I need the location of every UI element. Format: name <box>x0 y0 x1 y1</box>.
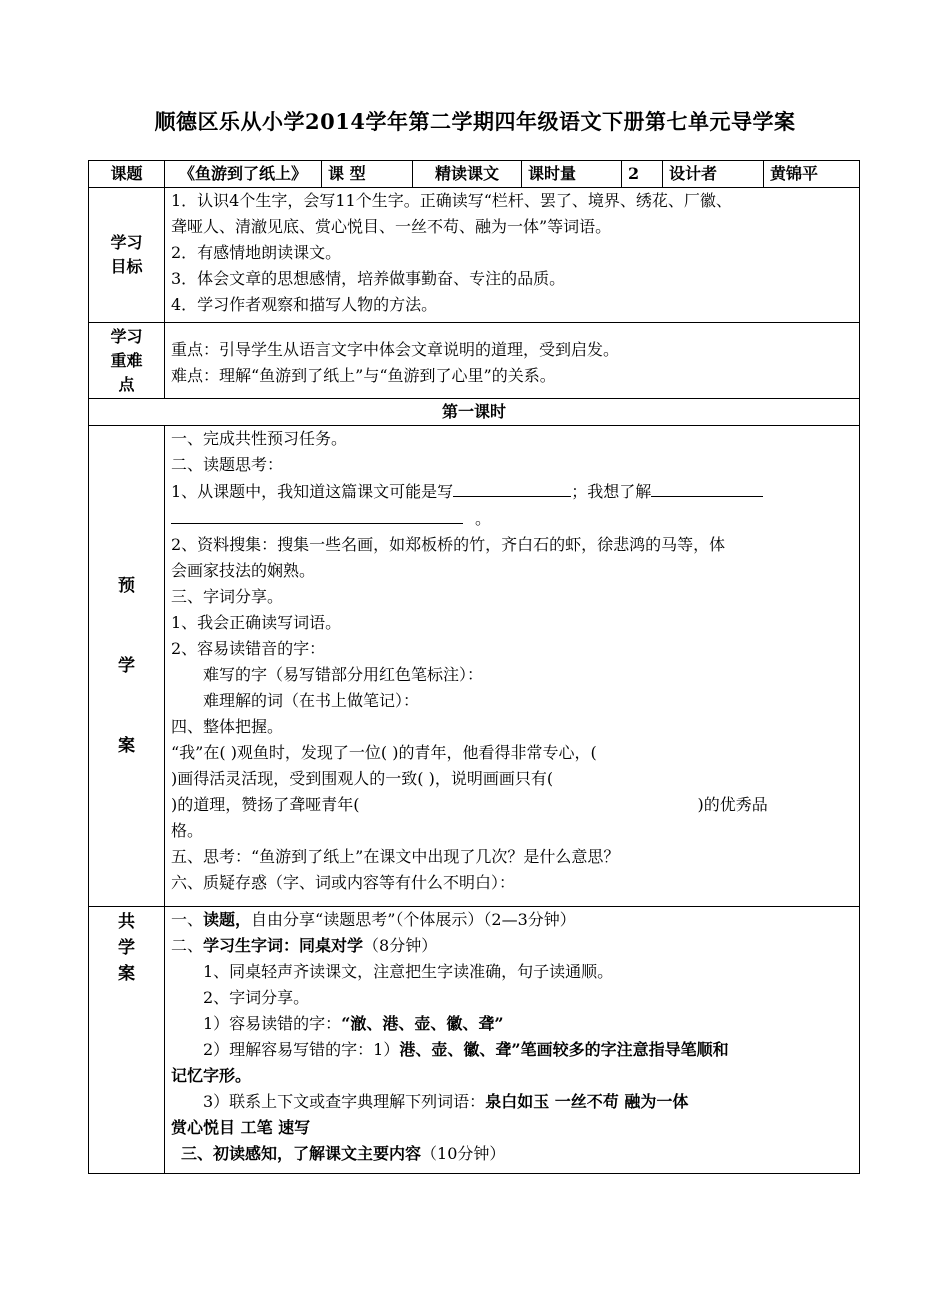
key-label-line: 学习 <box>110 326 143 346</box>
shared-label-char: 案 <box>118 964 135 984</box>
goals-label <box>89 188 165 323</box>
shared-label <box>89 907 165 1174</box>
shared-line <box>171 1037 853 1063</box>
preview-line: 2、容易读错音的字： <box>171 639 326 658</box>
preview-line <box>171 505 853 532</box>
shared-text-bold: 赏心悦目 工笔 速写 <box>171 1118 311 1137</box>
shared-text: 2）理解容易写错的字：1） <box>203 1040 400 1059</box>
preview-text: 。 <box>475 509 492 528</box>
header-course-title: 《鱼游到了纸上》 <box>165 161 322 188</box>
goal-line: 1．认识4个生字，会写11个生字。正确读写“栏杆、罢了、境界、绣花、厂徽、 <box>171 191 732 210</box>
header-type-value: 精读课文 <box>413 161 522 188</box>
goal-line: 4．学习作者观察和描写人物的方法。 <box>171 295 438 314</box>
preview-line: 二、读题思考： <box>171 455 284 474</box>
preview-label-char: 学 <box>118 656 135 676</box>
preview-line: 难写的字（易写错部分用红色笔标注）： <box>203 665 484 684</box>
shared-text: （10分钟） <box>421 1144 506 1163</box>
shared-line <box>171 933 853 959</box>
preview-line: 五、思考：“鱼游到了纸上”在课文中出现了几次？是什么意思？ <box>171 847 620 866</box>
preview-text: 1、从课题中，我知道这篇课文可能是写 <box>171 482 454 501</box>
key-line: 重点：引导学生从语言文字中体会文章说明的道理，受到启发。 <box>171 340 620 359</box>
preview-line: 格。 <box>171 821 204 840</box>
goals-content <box>165 188 860 323</box>
lesson-plan-table <box>88 160 860 1174</box>
key-line: 难点：理解“鱼游到了纸上”与“鱼游到了心里”的关系。 <box>171 366 556 385</box>
header-designer-label: 设计者 <box>663 161 764 188</box>
preview-label-char: 案 <box>118 736 135 756</box>
shared-text-bold: 记忆字形。 <box>171 1066 252 1085</box>
preview-line <box>171 792 853 818</box>
shared-text: 3）联系上下文或查字典理解下列词语： <box>203 1092 486 1111</box>
page-title: 顺德区乐从小学2014学年第二学期四年级语文下册第七单元导学案 <box>154 109 796 134</box>
key-points-content <box>165 323 860 399</box>
shared-text-bold: 三、初读感知，了解课文主要内容 <box>181 1144 422 1163</box>
preview-text: ；我想了解 <box>571 482 652 501</box>
header-row <box>89 161 860 188</box>
shared-content <box>165 907 860 1174</box>
shared-text-bold: 读题， <box>203 910 252 929</box>
shared-line <box>171 1063 853 1089</box>
preview-line: 会画家技法的娴熟。 <box>171 561 316 580</box>
shared-text-bold: 学习生字词：同桌对学 <box>203 936 364 955</box>
goals-label-line: 学习 <box>110 233 143 252</box>
header-hours-value: 2 <box>622 161 663 188</box>
shared-text: 1）容易读错的字： <box>203 1014 342 1033</box>
goal-line: 3．体会文章的思想感情，培养做事勤奋、专注的品质。 <box>171 269 566 288</box>
shared-line <box>171 1115 853 1141</box>
preview-line: 2、资料搜集：搜集一些名画，如郑板桥的竹，齐白石的虾，徐悲鸿的马等，体 <box>171 535 726 554</box>
shared-line <box>171 907 853 933</box>
shared-line <box>171 1141 853 1167</box>
preview-line: 六、质疑存惑（字、词或内容等有什么不明白）： <box>171 873 516 892</box>
preview-row <box>89 426 860 907</box>
shared-text: 一、 <box>171 910 204 929</box>
header-type-label: 课 型 <box>322 161 413 188</box>
shared-text-bold: “澈、港、壶、徽、聋” <box>341 1014 504 1033</box>
shared-label-char: 学 <box>118 938 135 958</box>
shared-line <box>171 1011 853 1037</box>
header-hours-label: 课时量 <box>522 161 622 188</box>
goals-label-line: 目标 <box>110 257 143 276</box>
shared-text-bold: 泉白如玉 一丝不苟 融为一体 <box>485 1092 689 1111</box>
header-course-label: 课题 <box>89 161 165 188</box>
section-row <box>89 399 860 426</box>
preview-content <box>165 426 860 907</box>
key-points-row <box>89 323 860 399</box>
preview-line: )画得活灵活现，受到围观人的一致( )，说明画画只有( <box>171 769 554 788</box>
shared-label-char: 共 <box>118 912 135 932</box>
preview-line: “我”在( )观鱼时，发现了一位( )的青年，他看得非常专心，( <box>171 743 597 762</box>
preview-label <box>89 426 165 907</box>
goal-line: 2．有感情地朗读课文。 <box>171 243 342 262</box>
preview-text: )的道理，赞扬了聋哑青年( <box>171 795 360 814</box>
goals-row <box>89 188 860 323</box>
shared-line: 2、字词分享。 <box>203 988 310 1007</box>
section-title: 第一课时 <box>89 399 860 426</box>
shared-row <box>89 907 860 1174</box>
shared-line <box>171 1089 853 1115</box>
fill-blank[interactable] <box>453 478 571 497</box>
header-designer-value: 黄锦平 <box>764 161 860 188</box>
preview-line <box>171 478 853 505</box>
goal-line: 聋哑人、清澈见底、赏心悦目、一丝不苟、融为一体”等词语。 <box>171 217 612 236</box>
preview-line: 难理解的词（在书上做笔记）： <box>203 691 420 710</box>
preview-line: 三、字词分享。 <box>171 587 284 606</box>
preview-label-char: 预 <box>118 576 135 596</box>
shared-text: 自由分享“读题思考”（个体展示）（2—3分钟） <box>251 910 576 929</box>
preview-line: 四、整体把握。 <box>171 717 284 736</box>
key-label-line: 点 <box>118 374 135 394</box>
preview-line: 1、我会正确读写词语。 <box>171 613 342 632</box>
fill-blank[interactable] <box>651 478 763 497</box>
key-label-line: 重难 <box>110 350 143 370</box>
fill-blank[interactable] <box>171 505 463 524</box>
shared-line: 1、同桌轻声齐读课文，注意把生字读准确，句子读通顺。 <box>203 962 614 981</box>
shared-text-bold: 港、壶、徽、聋”笔画较多的字注意指导笔顺和 <box>399 1040 729 1059</box>
shared-text: 二、 <box>171 936 204 955</box>
preview-text: )的优秀品 <box>697 795 768 814</box>
preview-line: 一、完成共性预习任务。 <box>171 429 348 448</box>
shared-text: （8分钟） <box>363 936 438 955</box>
key-points-label <box>89 323 165 399</box>
